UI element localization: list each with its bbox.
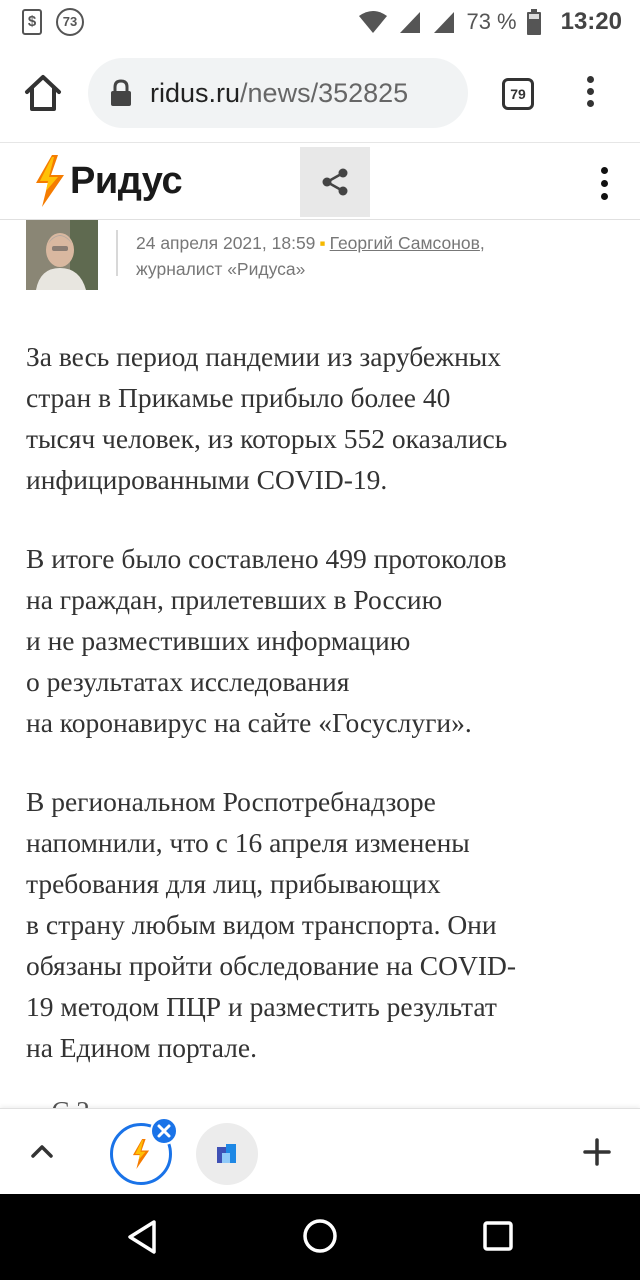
chevron-up-icon[interactable] [26, 1139, 58, 1163]
share-button[interactable] [300, 147, 370, 217]
author-role: журналист «Ридуса» [136, 259, 306, 279]
close-icon [157, 1124, 171, 1138]
logo-text: Ридус [70, 159, 183, 202]
browser-menu-button[interactable] [580, 76, 600, 112]
status-bar [0, 0, 640, 44]
plus-icon[interactable] [582, 1137, 612, 1167]
recent-apps-icon[interactable] [482, 1220, 514, 1252]
clock: 13:20 [560, 8, 622, 35]
lock-icon [110, 80, 132, 106]
author-avatar[interactable] [26, 220, 98, 290]
article-line: 19 методом ПЦР и разместить результат [26, 991, 497, 1022]
battery-icon [527, 9, 541, 35]
address-bar[interactable] [88, 58, 468, 128]
article-line: в страну любым видом транспорта. Они [26, 909, 497, 940]
tab-switcher-button[interactable]: 79 [502, 78, 534, 110]
article-line: В итоге было составлено 499 протоколов [26, 543, 507, 574]
dollar-notification-icon: $ [22, 9, 42, 35]
battery-percent: 73 % [466, 9, 517, 34]
home-icon[interactable] [22, 72, 64, 114]
app-favicon-icon [214, 1141, 240, 1167]
site-header [0, 142, 640, 220]
meta-divider [116, 230, 118, 276]
article-line: инфицированными COVID-19. [26, 464, 388, 495]
back-icon[interactable] [124, 1218, 160, 1256]
browser-toolbar [0, 44, 640, 142]
article-line: стран в Прикамье прибыло более 40 [26, 382, 451, 413]
article-body [26, 336, 616, 1106]
lightning-logo-icon [32, 155, 68, 207]
article-line: За весь период пандемии из зарубежных [26, 341, 502, 372]
wifi-icon [358, 10, 388, 34]
signal-icon-2 [432, 10, 456, 34]
article-paragraph [26, 336, 616, 500]
url-domain: ridus.ru [150, 77, 241, 108]
author-link[interactable]: Георгий Самсонов [329, 233, 480, 253]
article-line: на коронавирус на сайте «Госуслуги». [26, 707, 472, 738]
article-datetime: 24 апреля 2021, 18:59 [136, 233, 316, 253]
system-navigation-bar [0, 1194, 640, 1280]
article-line: о результатах исследования [26, 666, 350, 697]
notification-badge-icon: 73 [56, 8, 84, 36]
article-paragraph [26, 538, 616, 743]
site-menu-button[interactable] [598, 167, 610, 203]
article-meta [26, 220, 626, 300]
home-nav-icon[interactable] [302, 1218, 338, 1254]
article-line: тысяч человек, из которых 552 оказались [26, 423, 508, 454]
article-line: обязаны пройти обследование на COVID- [26, 950, 517, 981]
article-line: на Едином портале. [26, 1032, 257, 1063]
tab-strip [0, 1108, 640, 1194]
article-line: требования для лиц, прибывающих [26, 868, 441, 899]
meta-dot: ▪ [319, 233, 326, 253]
url-path: /news/352825 [240, 77, 409, 108]
article-line: напомнили, что с 16 апреля изменены [26, 827, 470, 858]
share-icon [320, 167, 350, 197]
article-line: на граждан, прилетевших в Россию [26, 584, 443, 615]
tab-other[interactable] [196, 1123, 258, 1185]
author-suffix: , [479, 233, 485, 253]
ridus-favicon-icon [130, 1139, 152, 1169]
site-logo[interactable] [32, 155, 182, 207]
article-next-line [38, 1096, 90, 1108]
close-tab-button[interactable] [150, 1117, 178, 1145]
article-paragraph [26, 781, 616, 1068]
article-line: и не разместивших информацию [26, 625, 411, 656]
article-line: В региональном Роспотребнадзоре [26, 786, 436, 817]
signal-icon [398, 10, 422, 34]
